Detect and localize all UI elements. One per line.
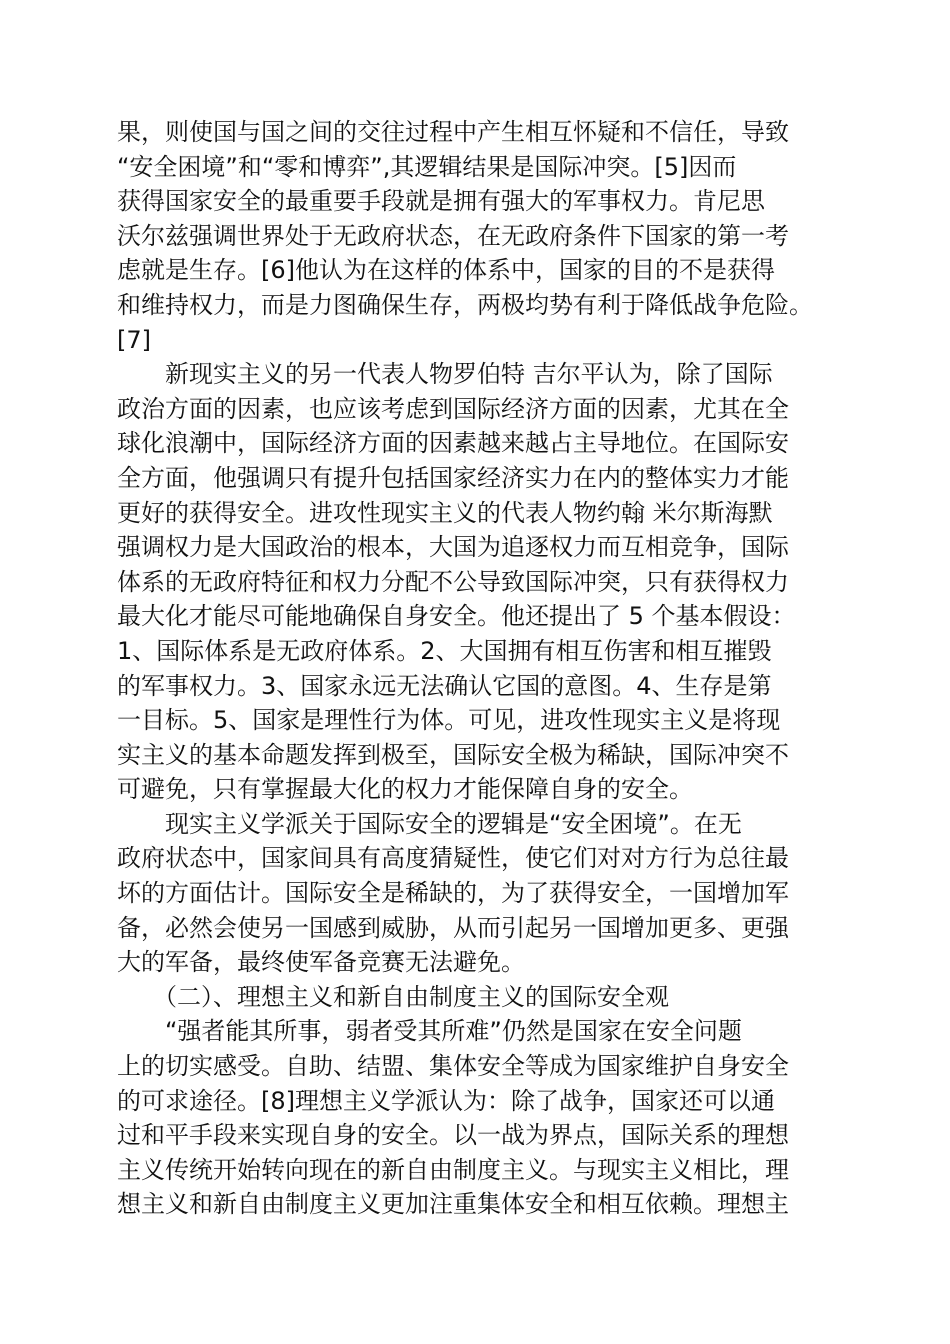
- text-line: 上的切实感受。自助、结盟、集体安全等成为国家维护自身安全: [117, 1052, 789, 1081]
- text-line: 一目标。5、国家是理性行为体。可见，进攻性现实主义是将现: [117, 706, 781, 735]
- text-line: [7]: [117, 325, 151, 354]
- text-line: 和维持权力，而是力图确保生存，两极均势有利于降低战争危险。: [117, 290, 813, 319]
- text-line: 沃尔兹强调世界处于无政府状态，在无政府条件下国家的第一考: [117, 221, 789, 250]
- text-line: 大的军备，最终使军备竞赛无法避免。: [117, 948, 525, 977]
- text-line: 实主义的基本命题发挥到极至，国际安全极为稀缺，国际冲突不: [117, 740, 789, 769]
- text-line: 政治方面的因素，也应该考虑到国际经济方面的因素，尤其在全: [117, 394, 789, 423]
- text-line: 的可求途径。[8]理想主义学派认为：除了战争，国家还可以通: [117, 1086, 775, 1115]
- text-line: 最大化才能尽可能地确保自身安全。他还提出了 5 个基本假设：: [117, 602, 796, 631]
- text-line: 体系的无政府特征和权力分配不公导致国际冲突，只有获得权力: [117, 567, 789, 596]
- text-line: 虑就是生存。[6]他认为在这样的体系中，国家的目的不是获得: [117, 256, 775, 285]
- text-line: 政府状态中，国家间具有高度猜疑性，使它们对对方行为总往最: [117, 844, 789, 873]
- text-line: 的军事权力。3、国家永远无法确认它国的意图。4、生存是第: [117, 671, 772, 700]
- text-line: 强调权力是大国政治的根本，大国为追逐权力而互相竞争，国际: [117, 533, 789, 562]
- text-line: 获得国家安全的最重要手段就是拥有强大的军事权力。肯尼思: [117, 187, 765, 216]
- text-line: 主义传统开始转向现在的新自由制度主义。与现实主义相比，理: [117, 1155, 789, 1184]
- text-line: 新现实主义的另一代表人物罗伯特 吉尔平认为，除了国际: [117, 360, 773, 389]
- text-line: 备，必然会使另一国感到威胁，从而引起另一国增加更多、更强: [117, 913, 789, 942]
- text-line: 坏的方面估计。国际安全是稀缺的，为了获得安全，一国增加军: [117, 879, 789, 908]
- text-line: 可避免，只有掌握最大化的权力才能保障自身的安全。: [117, 775, 693, 804]
- text-line: 想主义和新自由制度主义更加注重集体安全和相互依赖。理想主: [117, 1190, 789, 1219]
- text-line: 现实主义学派关于国际安全的逻辑是“安全困境”。在无: [117, 809, 742, 838]
- body-text: [117, 115, 837, 1222]
- text-line: “强者能其所事，弱者受其所难”仍然是国家在安全问题: [117, 1017, 742, 1046]
- text-line: （二）、理想主义和新自由制度主义的国际安全观: [117, 982, 669, 1011]
- text-line: 全方面，他强调只有提升包括国家经济实力在内的整体实力才能: [117, 463, 789, 492]
- text-line: 果，则使国与国之间的交往过程中产生相互怀疑和不信任，导致: [117, 118, 789, 146]
- text-line: 1、国际体系是无政府体系。2、大国拥有相互伤害和相互摧毁: [117, 636, 772, 665]
- text-line: 球化浪潮中，国际经济方面的因素越来越占主导地位。在国际安: [117, 429, 789, 458]
- text-line: 过和平手段来实现自身的安全。以一战为界点，国际关系的理想: [117, 1121, 789, 1150]
- text-line: 更好的获得安全。进攻性现实主义的代表人物约翰 米尔斯海默: [117, 498, 773, 527]
- text-line: “安全困境”和“零和博弈”,其逻辑结果是国际冲突。[5]因而: [117, 152, 737, 181]
